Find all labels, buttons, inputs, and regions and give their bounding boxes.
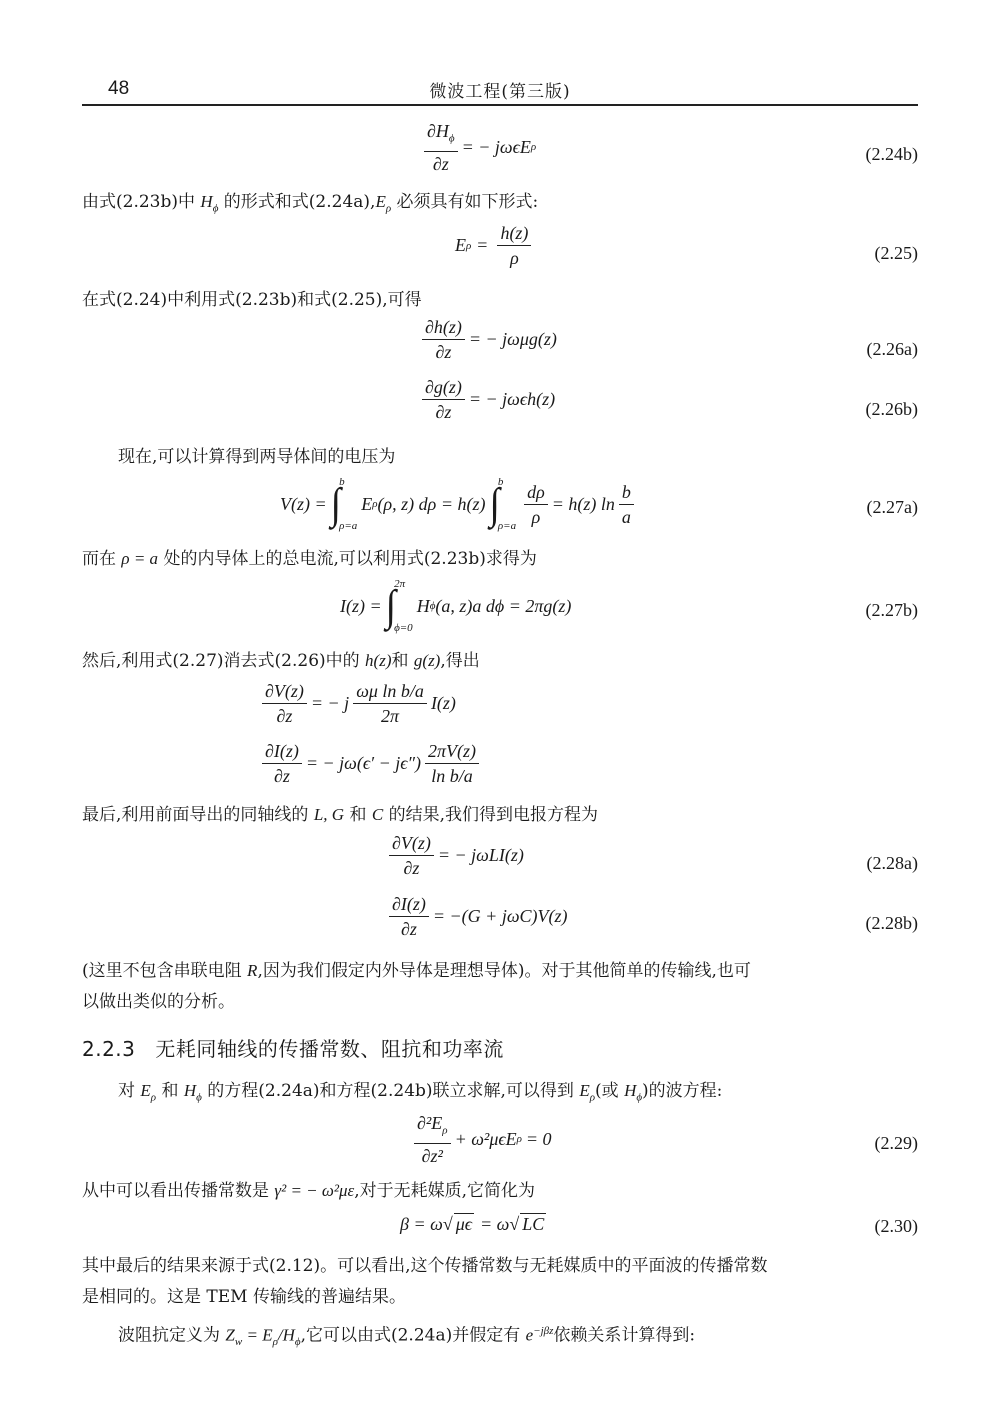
equation-number: (2.30) bbox=[874, 1216, 918, 1236]
header-rule bbox=[82, 104, 918, 106]
page-number: 48 bbox=[108, 78, 130, 99]
equation-2-28a: $\frac{\partial V(z)}{\partial z}$ = − jωLI(z) bbox=[385, 832, 524, 879]
paragraph: 是相同的。这是 TEM 传输线的普遍结果。 bbox=[82, 1287, 406, 1307]
equation-dv-dz: $\frac{\partial V(z)}{\partial z}$ = − j $\frac{\text{ωμ ln b/a}}{2\pi}$ I(z) bbox=[258, 680, 456, 727]
paragraph: 其中最后的结果来源于式(2.12)。可以看出,这个传播常数与无耗媒质中的平面波的传播常数 bbox=[82, 1256, 768, 1276]
paragraph: 对 $E_\rho$ 和 $H_\phi$ 的方程(2.24a)和方程(2.24b)联立求解,可以得到 $E_\rho$(或 $H_\phi$)的波方程: bbox=[118, 1081, 723, 1104]
equation-2-29: $\frac{\partial^2E_\rho}{\text{∂z²}}$ + ω²μϵE ρ = 0 bbox=[410, 1112, 552, 1167]
paragraph: 从中可以看出传播常数是 γ² = − ω²με,对于无耗媒质,它简化为 bbox=[82, 1181, 536, 1201]
equation-2-25: E ρ = $\frac{h(z)}{\rho}$ bbox=[455, 222, 535, 269]
paragraph: 然后,利用式(2.27)消去式(2.26)中的 h(z)和 g(z),得出 bbox=[82, 651, 480, 671]
section-title: 无耗同轴线的传播常数、阻抗和功率流 bbox=[155, 1037, 504, 1061]
equation-2-28b: $\frac{\partial I(z)}{\partial z}$ = −(G + jωC)V(z) bbox=[385, 893, 568, 940]
equation-2-26a: $\frac{\partial h(z)}{\partial z}$ = − jωμg(z) bbox=[418, 316, 557, 363]
section-heading bbox=[82, 1033, 504, 1062]
paragraph: 而在 ρ = a 处的内导体上的总电流,可以利用式(2.23b)求得为 bbox=[82, 549, 537, 569]
paragraph: 波阻抗定义为 $Z_w = E_\rho/H_\phi$,它可以由式(2.24a)并假定有 $e^{-j\beta z}$依赖关系计算得到: bbox=[118, 1325, 696, 1349]
section-number: 2.2.3 bbox=[82, 1037, 136, 1061]
equation-number: (2.26b) bbox=[865, 399, 918, 419]
paragraph: 由式(2.23b)中 $H_\phi$ 的形式和式$(2.24a),E_\rho$ 必须具有如下形式: bbox=[82, 192, 539, 215]
equation-number: (2.27b) bbox=[865, 600, 918, 620]
equation-number: (2.25) bbox=[874, 243, 918, 263]
equation-number: (2.28b) bbox=[865, 913, 918, 933]
running-title: 微波工程(第三版) bbox=[429, 82, 571, 102]
equation-2-30: β = ω √ μϵ = ω √ LC bbox=[400, 1213, 545, 1234]
paragraph: (这里不包含串联电阻 R,因为我们假定内外导体是理想导体)。对于其他简单的传输线,也可 bbox=[82, 961, 751, 981]
equation-2-26b: $\frac{\partial g(z)}{\partial z}$ = − jωϵh(z) bbox=[418, 376, 555, 423]
equation-number: (2.27a) bbox=[866, 497, 918, 517]
paragraph: 在式(2.24)中利用式(2.23b)和式(2.25),可得 bbox=[82, 290, 422, 310]
equation-number: (2.29) bbox=[874, 1133, 918, 1153]
paragraph: 最后,利用前面导出的同轴线的 L, G 和 C 的结果,我们得到电报方程为 bbox=[82, 805, 599, 825]
equation-2-24b: $\frac{\partial H_\phi}{\partial z}$ = − jωϵE ρ bbox=[420, 120, 536, 175]
equation-number: (2.26a) bbox=[866, 339, 918, 359]
equation-number: (2.28a) bbox=[866, 853, 918, 873]
page-header bbox=[82, 74, 918, 104]
equation-2-27a: V(z) = ∫ b ρ=a E ρ (ρ, z) dρ = h(z) ∫ b ρ=a $\frac{d\rho}{\rho}$ = h(z) ln $\frac{b}{a}$ bbox=[280, 476, 638, 532]
paragraph: 以做出类似的分析。 bbox=[82, 992, 235, 1012]
equation-2-27b: I(z) = ∫ 2π ϕ=0 H ϕ (a, z)a dϕ = 2πg(z) bbox=[340, 578, 572, 634]
paragraph: 现在,可以计算得到两导体间的电压为 bbox=[118, 447, 396, 467]
equation-number: (2.24b) bbox=[865, 144, 918, 164]
equation-di-dz: $\frac{\partial I(z)}{\partial z}$ = − jω(ϵ′ − jϵ″) $\frac{2\pi V(z)}{\text{ln b/a}}$ bbox=[258, 740, 483, 787]
